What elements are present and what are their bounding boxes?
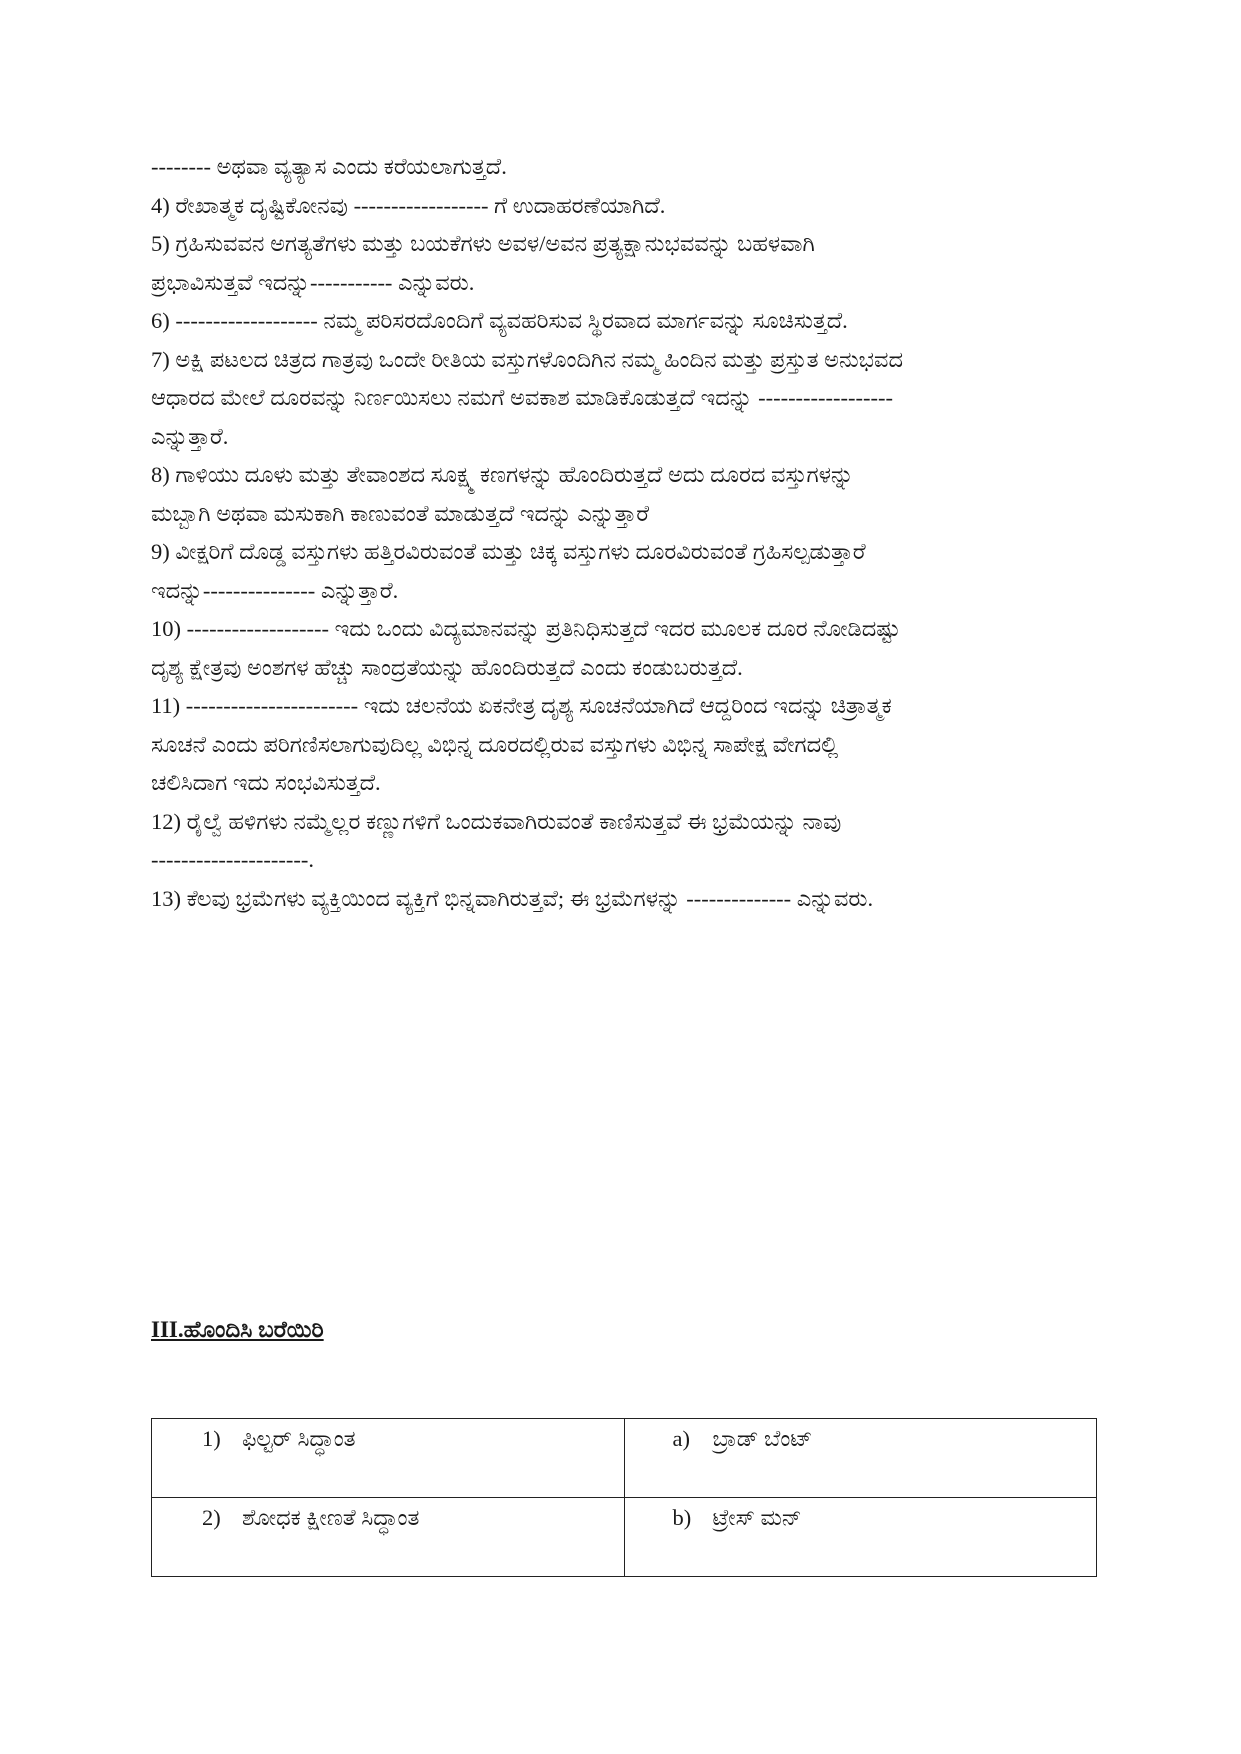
match-table [151,1418,1097,1577]
question-line: 13) ಕೆಲವು ಭ್ರಮೆಗಳು ವ್ಯಕ್ತಿಯಿಂದ ವ್ಯಕ್ತಿಗೆ ಭಿನ್ನವಾಗಿರುತ್ತವೆ; ಈ ಭ್ರಮೆಗಳನ್ನು -------------- ಎನ್ನುವರು. [151,885,874,911]
question-line: 6) ------------------- ನಮ್ಮ ಪರಿಸರದೊಂದಿಗೆ ವ್ಯವಹರಿಸುವ ಸ್ಥಿರವಾದ ಮಾರ್ಗವನ್ನು ಸೂಚಿಸುತ್ತದೆ. [151,308,848,333]
question-line: 7) ಅಕ್ಷಿ ಪಟಲದ ಚಿತ್ರದ ಗಾತ್ರವು ಒಂದೇ ರೀತಿಯ ವಸ್ತುಗಳೊಂದಿಗಿನ ನಮ್ಮ ಹಿಂದಿನ ಮತ್ತು ಪ್ರಸ್ತುತ ಅನುಭವದ [151,346,903,372]
match-left-cell [152,1498,625,1577]
item-letter: a) [672,1426,690,1451]
question-line: ಪ್ರಭಾವಿಸುತ್ತವೆ ಇದನ್ನು----------- ಎನ್ನುವರು. [151,269,475,295]
question-line: 5) ಗ್ರಹಿಸುವವನ ಅಗತ್ಯತೆಗಳು ಮತ್ತು ಬಯಕೆಗಳು ಅವಳ/ಅವನ ಪ್ರತ್ಯಕ್ಷಾನುಭವವನ್ನು ಬಹಳವಾಗಿ [151,231,815,256]
item-text: ಶೋಧಕ ಕ್ಷೀಣತೆ ಸಿದ್ಧಾಂತ [242,1505,420,1530]
fill-in-questions [151,148,1111,918]
item-letter: b) [672,1505,692,1530]
question-line: ಚಲಿಸಿದಾಗ ಇದು ಸಂಭವಿಸುತ್ತದೆ. [151,770,381,795]
item-number: 2) [202,1505,221,1530]
question-line: 4) ರೇಖಾತ್ಮಕ ದೃಷ್ಟಿಕೋನವು ------------------ ಗೆ ಉದಾಹರಣೆಯಾಗಿದೆ. [151,192,666,218]
question-line: ---------------------. [151,847,314,872]
item-text: ಬ್ರಾಡ್ ಬೆಂಟ್ [712,1426,813,1451]
section-heading: III.ಹೊಂದಿಸಿ ಬರೆಯಿರಿ [151,1317,324,1342]
question-line: ಮಬ್ಬಾಗಿ ಅಥವಾ ಮಸುಕಾಗಿ ಕಾಣುವಂತೆ ಮಾಡುತ್ತದೆ ಇದನ್ನು ಎನ್ನುತ್ತಾರೆ [151,500,650,526]
match-left-cell [152,1419,625,1498]
table-row [152,1419,1097,1498]
question-line: ದೃಶ್ಯ ಕ್ಷೇತ್ರವು ಅಂಶಗಳ ಹೆಚ್ಚು ಸಾಂದ್ರತೆಯನ್ನು ಹೊಂದಿರುತ್ತದೆ ಎಂದು ಕಂಡುಬರುತ್ತದೆ. [151,654,743,680]
item-number: 1) [202,1426,221,1451]
question-line: -------- ಅಥವಾ ವ್ಯತ್ಯಾಸ ಎಂದು ಕರೆಯಲಾಗುತ್ತದೆ. [151,154,507,179]
match-right-cell [624,1419,1097,1498]
question-line: ಎನ್ನುತ್ತಾರೆ. [151,423,229,449]
question-line: 11) ----------------------- ಇದು ಚಲನೆಯ ಏಕನೇತ್ರ ದೃಶ್ಯ ಸೂಚನೆಯಾಗಿದೆ ಆದ್ದರಿಂದ ಇದನ್ನು ಚಿತ್ರಾತ್ಮಕ [151,693,892,718]
item-text: ಫಿಲ್ಟರ್ ಸಿದ್ಧಾಂತ [242,1426,356,1451]
question-line: ಸೂಚನೆ ಎಂದು ಪರಿಗಣಿಸಲಾಗುವುದಿಲ್ಲ ವಿಭಿನ್ನ ದೂರದಲ್ಲಿರುವ ವಸ್ತುಗಳು ವಿಭಿನ್ನ ಸಾಪೇಕ್ಷ ವೇಗದಲ್ಲಿ [151,731,839,757]
question-line: 9) ವೀಕ್ಷರಿಗೆ ದೊಡ್ಡ ವಸ್ತುಗಳು ಹತ್ತಿರವಿರುವಂತೆ ಮತ್ತು ಚಿಕ್ಕ ವಸ್ತುಗಳು ದೂರವಿರುವಂತೆ ಗ್ರಹಿಸಲ್ಪಡುತ್ತಾರೆ [151,539,866,564]
question-line: ಆಧಾರದ ಮೇಲೆ ದೂರವನ್ನು ನಿರ್ಣಯಿಸಲು ನಮಗೆ ಅವಕಾಶ ಮಾಡಿಕೊಡುತ್ತದೆ ಇದನ್ನು ------------------ [151,385,893,410]
table-row [152,1498,1097,1577]
question-line: 12) ರೈಲ್ವೆ ಹಳಿಗಳು ನಮ್ಮೆಲ್ಲರ ಕಣ್ಣುಗಳಿಗೆ ಒಂದುಕವಾಗಿರುವಂತೆ ಕಾಣಿಸುತ್ತವೆ ಈ ಭ್ರಮೆಯನ್ನು ನಾವು [151,808,842,834]
question-line: ಇದನ್ನು--------------- ಎನ್ನುತ್ತಾರೆ. [151,577,399,603]
question-line: 10) ------------------- ಇದು ಒಂದು ವಿದ್ಯಮಾನವನ್ನು ಪ್ರತಿನಿಧಿಸುತ್ತದೆ ಇದರ ಮೂಲಕ ದೂರ ನೋಡಿದಷ್ಟು [151,616,901,641]
question-line: 8) ಗಾಳಿಯು ದೂಳು ಮತ್ತು ತೇವಾಂಶದ ಸೂಕ್ಷ್ಮ ಕಣಗಳನ್ನು ಹೊಂದಿರುತ್ತದೆ ಅದು ದೂರದ ವಸ್ತುಗಳನ್ನು [151,462,854,487]
item-text: ಟ್ರೇಸ್ ಮನ್ [712,1505,802,1530]
match-right-cell [624,1498,1097,1577]
